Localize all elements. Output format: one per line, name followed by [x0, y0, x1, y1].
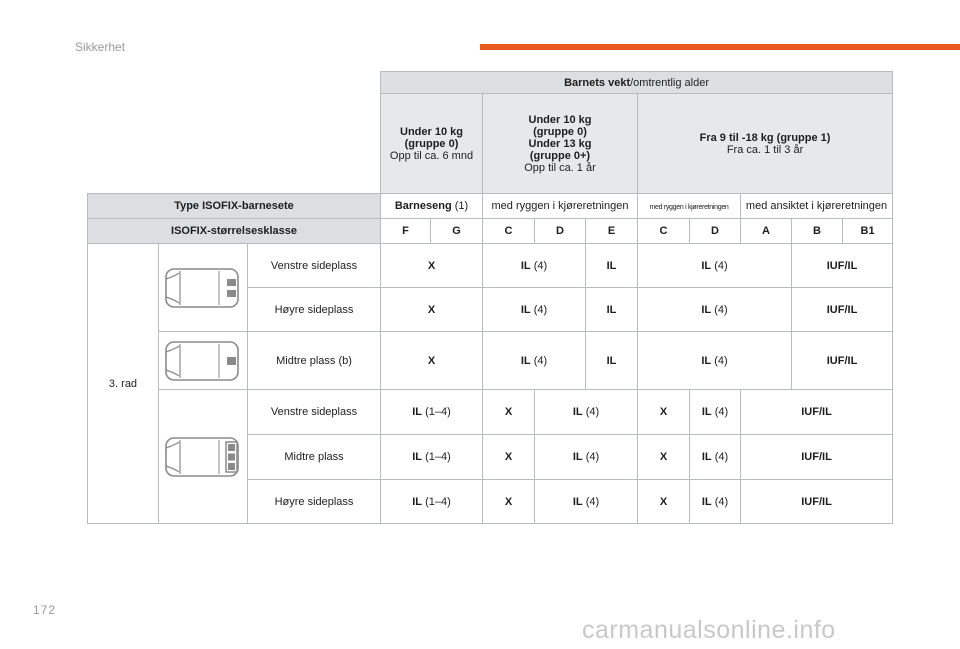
- group-1-header: Fra 9 til -18 kg (gruppe 1) Fra ca. 1 til 3 år: [638, 94, 893, 194]
- barneseng-cell: Barneseng (1): [381, 194, 483, 219]
- table-row: 3. rad Venstre sideplass X IL (4) IL IL (4) IUF/IL: [88, 244, 893, 288]
- seat-position: Høyre sideplass: [248, 480, 381, 524]
- table-row: Høyre sideplass IL (1–4) X IL (4) X IL (4) IUF/IL: [88, 480, 893, 524]
- row-label: 3. rad: [88, 244, 159, 524]
- seat-position: Høyre sideplass: [248, 288, 381, 332]
- size-class: D: [690, 219, 741, 244]
- section-title: Sikkerhet: [75, 40, 126, 54]
- group-0-header: Under 10 kg (gruppe 0) Opp til ca. 6 mnd: [381, 94, 483, 194]
- seat-position: Venstre sideplass: [248, 390, 381, 435]
- forward-facing-label: med ansiktet i kjøreretningen: [741, 194, 893, 219]
- table-row: Høyre sideplass X IL (4) IL IL (4) IUF/IL: [88, 288, 893, 332]
- rear-facing-small-label: med ryggen i kjøreretningen: [638, 194, 741, 219]
- table-row: Venstre sideplass IL (1–4) X IL (4) X IL (4) IUF/IL: [88, 390, 893, 435]
- size-class: F: [381, 219, 431, 244]
- van-three-seats-icon: [159, 390, 248, 524]
- seat-position: Midtre plass (b): [248, 332, 381, 390]
- table-row: Midtre plass IL (1–4) X IL (4) X IL (4) IUF/IL: [88, 435, 893, 480]
- isofix-table: [87, 71, 893, 524]
- size-class: C: [483, 219, 535, 244]
- table-row: Midtre plass (b) X IL (4) IL IL (4) IUF/IL: [88, 332, 893, 390]
- size-class: E: [586, 219, 638, 244]
- group-0plus-header: Under 10 kg (gruppe 0) Under 13 kg (gruppe 0+) Opp til ca. 1 år: [483, 94, 638, 194]
- size-class: B: [792, 219, 843, 244]
- size-class: C: [638, 219, 690, 244]
- size-class: G: [431, 219, 483, 244]
- seat-position: Midtre plass: [248, 435, 381, 480]
- type-label: Type ISOFIX-barnesete: [88, 194, 381, 219]
- size-class: A: [741, 219, 792, 244]
- size-class: D: [535, 219, 586, 244]
- section-accent-bar: [480, 44, 960, 50]
- van-middle-seat-icon: [159, 332, 248, 390]
- rear-facing-label: med ryggen i kjøreretningen: [483, 194, 638, 219]
- size-class-label: ISOFIX-størrelsesklasse: [88, 219, 381, 244]
- size-class: B1: [843, 219, 893, 244]
- watermark: carmanualsonline.info: [582, 616, 836, 644]
- van-two-side-seats-icon: [159, 244, 248, 332]
- weight-header: Barnets vekt/omtrentlig alder: [381, 72, 893, 94]
- seat-position: Venstre sideplass: [248, 244, 381, 288]
- page-number: 172: [33, 603, 57, 617]
